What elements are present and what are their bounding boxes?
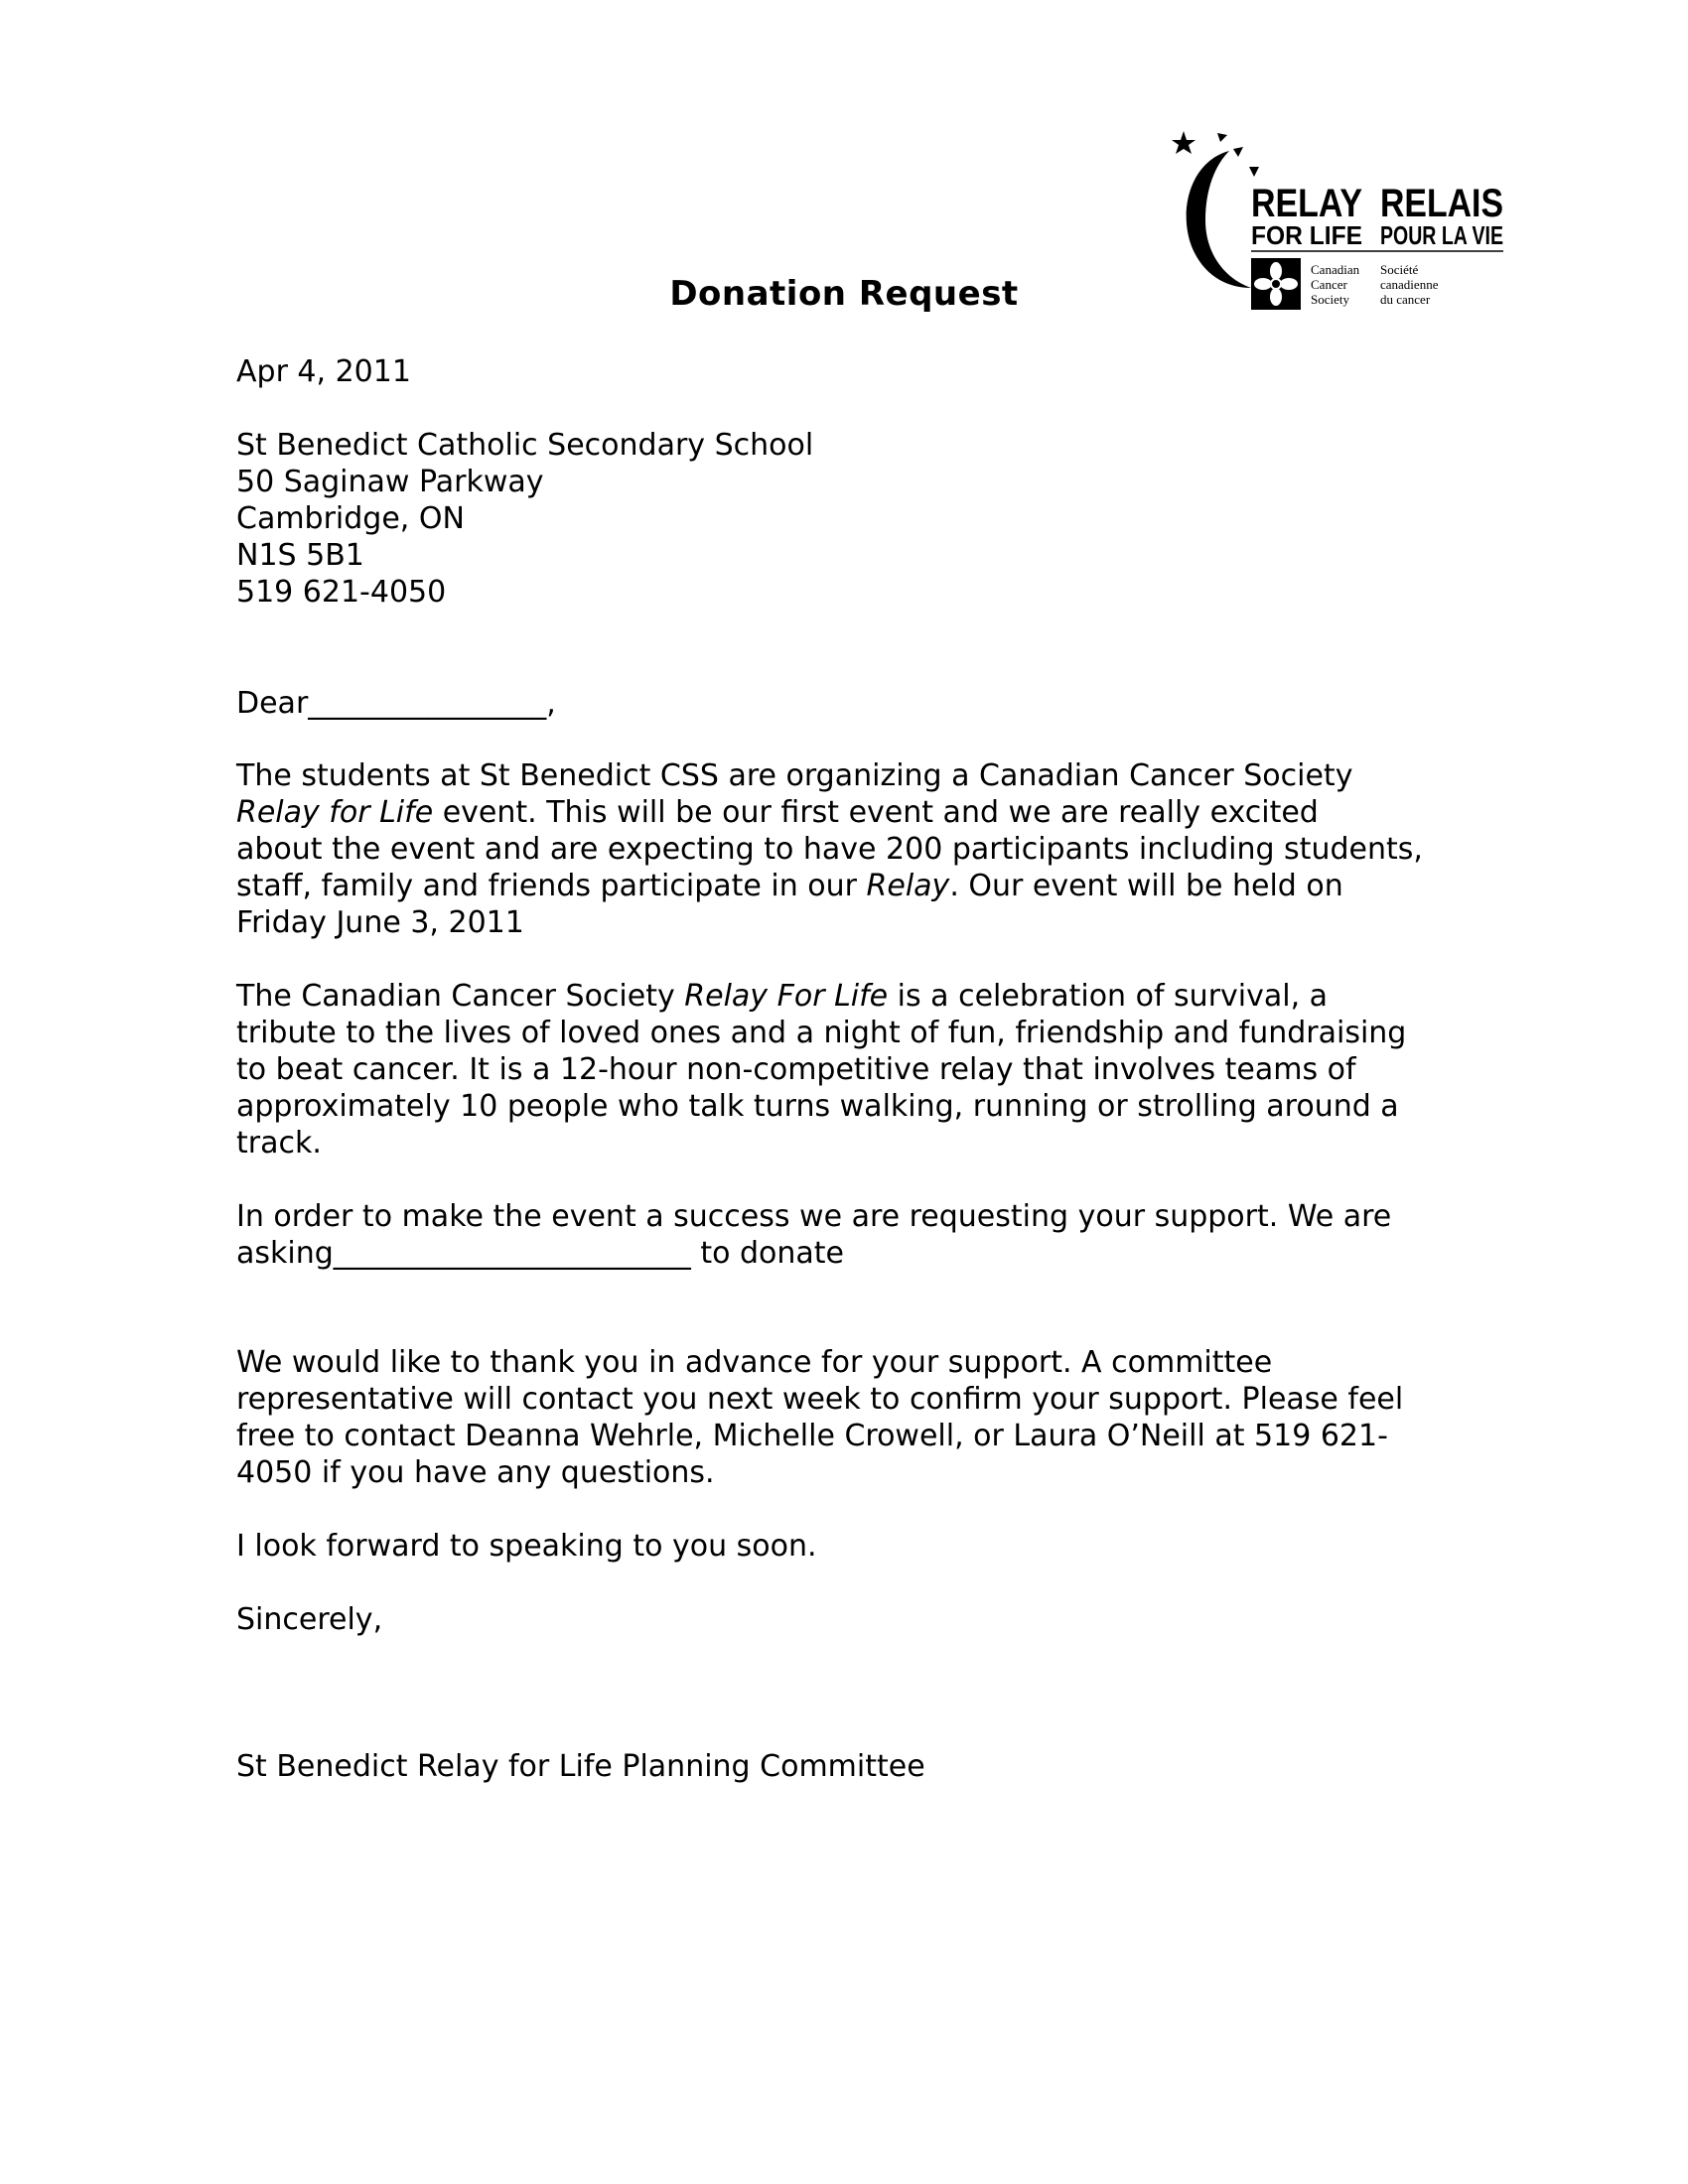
paragraph-thanks <box>236 1344 1527 1491</box>
arrow-icon <box>1233 147 1243 157</box>
paragraph-request <box>236 1198 1527 1272</box>
relay-italic: Relay <box>866 869 950 903</box>
event-name-italic: Relay for Life <box>236 795 434 830</box>
paragraph-line: is a celebration of survival, a <box>888 979 1329 1014</box>
salutation-prefix: Dear <box>236 686 309 721</box>
paragraph-line: track. <box>236 1126 322 1160</box>
salutation <box>236 685 1527 722</box>
donation-blank: ________________________ <box>333 1236 691 1271</box>
recipient-address <box>236 427 1527 611</box>
event-name-italic: Relay For Life <box>684 979 889 1014</box>
paragraph-line: staff, family and friends participate in our <box>236 869 867 903</box>
logo-society-en-3: Society <box>1311 292 1349 307</box>
logo-society-fr-1: Société <box>1380 262 1419 277</box>
paragraph-line: tribute to the lives of loved ones and a night of fun, friendship and fundraising <box>236 1016 1407 1050</box>
signature-block <box>236 1748 1527 1785</box>
page-title: Donation Request <box>669 274 1019 314</box>
valediction <box>236 1601 1527 1638</box>
paragraph-line: Friday June 3, 2011 <box>236 905 524 940</box>
closing-remark <box>236 1528 1527 1565</box>
salutation-suffix: , <box>546 686 556 721</box>
paragraph-line: about the event and are expecting to have 200 participants including students, <box>236 832 1423 867</box>
logo-society-en-2: Cancer <box>1311 277 1347 292</box>
paragraph-line: The students at St Benedict CSS are organizing a Canadian Cancer Society <box>236 758 1353 793</box>
logo-for-life-text: FOR LIFE <box>1251 220 1362 250</box>
paragraph-line: to donate <box>690 1236 844 1271</box>
paragraph-line: asking <box>236 1236 334 1271</box>
logo-pour-la-vie-text: POUR LA VIE <box>1380 220 1503 250</box>
closing-line: I look forward to speaking to you soon. <box>236 1529 817 1564</box>
address-line: 519 621-4050 <box>236 575 447 610</box>
signature-line: St Benedict Relay for Life Planning Committee <box>236 1749 925 1784</box>
paragraph-line: free to contact Deanna Wehrle, Michelle Crowell, or Laura O’Neill at 519 621- <box>236 1419 1388 1453</box>
address-line: Cambridge, ON <box>236 501 465 536</box>
paragraph-line: In order to make the event a success we are requesting your support. We are <box>236 1199 1392 1234</box>
paragraph-about-relay <box>236 978 1527 1161</box>
logo-society-en-1: Canadian <box>1311 262 1360 277</box>
letter-date <box>236 353 1527 390</box>
salutation-blank: ________________ <box>308 686 547 721</box>
paragraph-line: to beat cancer. It is a 12-hour non-competitive relay that involves teams of <box>236 1052 1356 1087</box>
paragraph-line: 4050 if you have any questions. <box>236 1455 715 1490</box>
paragraph-line: approximately 10 people who talk turns walking, running or strolling around a <box>236 1089 1399 1124</box>
star-icon <box>1172 131 1196 154</box>
valediction-line: Sincerely, <box>236 1602 383 1637</box>
logo-relais-text: RELAIS <box>1380 182 1503 225</box>
paragraph-intro <box>236 757 1527 941</box>
address-line: 50 Saginaw Parkway <box>236 465 544 499</box>
logo-society-fr-3: du cancer <box>1380 292 1431 307</box>
paragraph-line: We would like to thank you in advance for your support. A committee <box>236 1345 1273 1380</box>
logo-relay-text: RELAY <box>1251 182 1363 225</box>
arrow-icon <box>1217 133 1227 142</box>
address-line: N1S 5B1 <box>236 538 364 573</box>
arrow-icon <box>1249 167 1259 177</box>
paragraph-line: . Our event will be held on <box>949 869 1343 903</box>
crescent-moon-icon <box>1187 151 1251 288</box>
date-text: Apr 4, 2011 <box>236 354 411 389</box>
logo-society-fr-2: canadienne <box>1380 277 1439 292</box>
paragraph-line: representative will contact you next week to confirm your support. Please feel <box>236 1382 1404 1417</box>
paragraph-line: event. This will be our first event and we are really excited <box>433 795 1319 830</box>
address-line: St Benedict Catholic Secondary School <box>236 428 814 463</box>
paragraph-line: The Canadian Cancer Society <box>236 979 685 1014</box>
